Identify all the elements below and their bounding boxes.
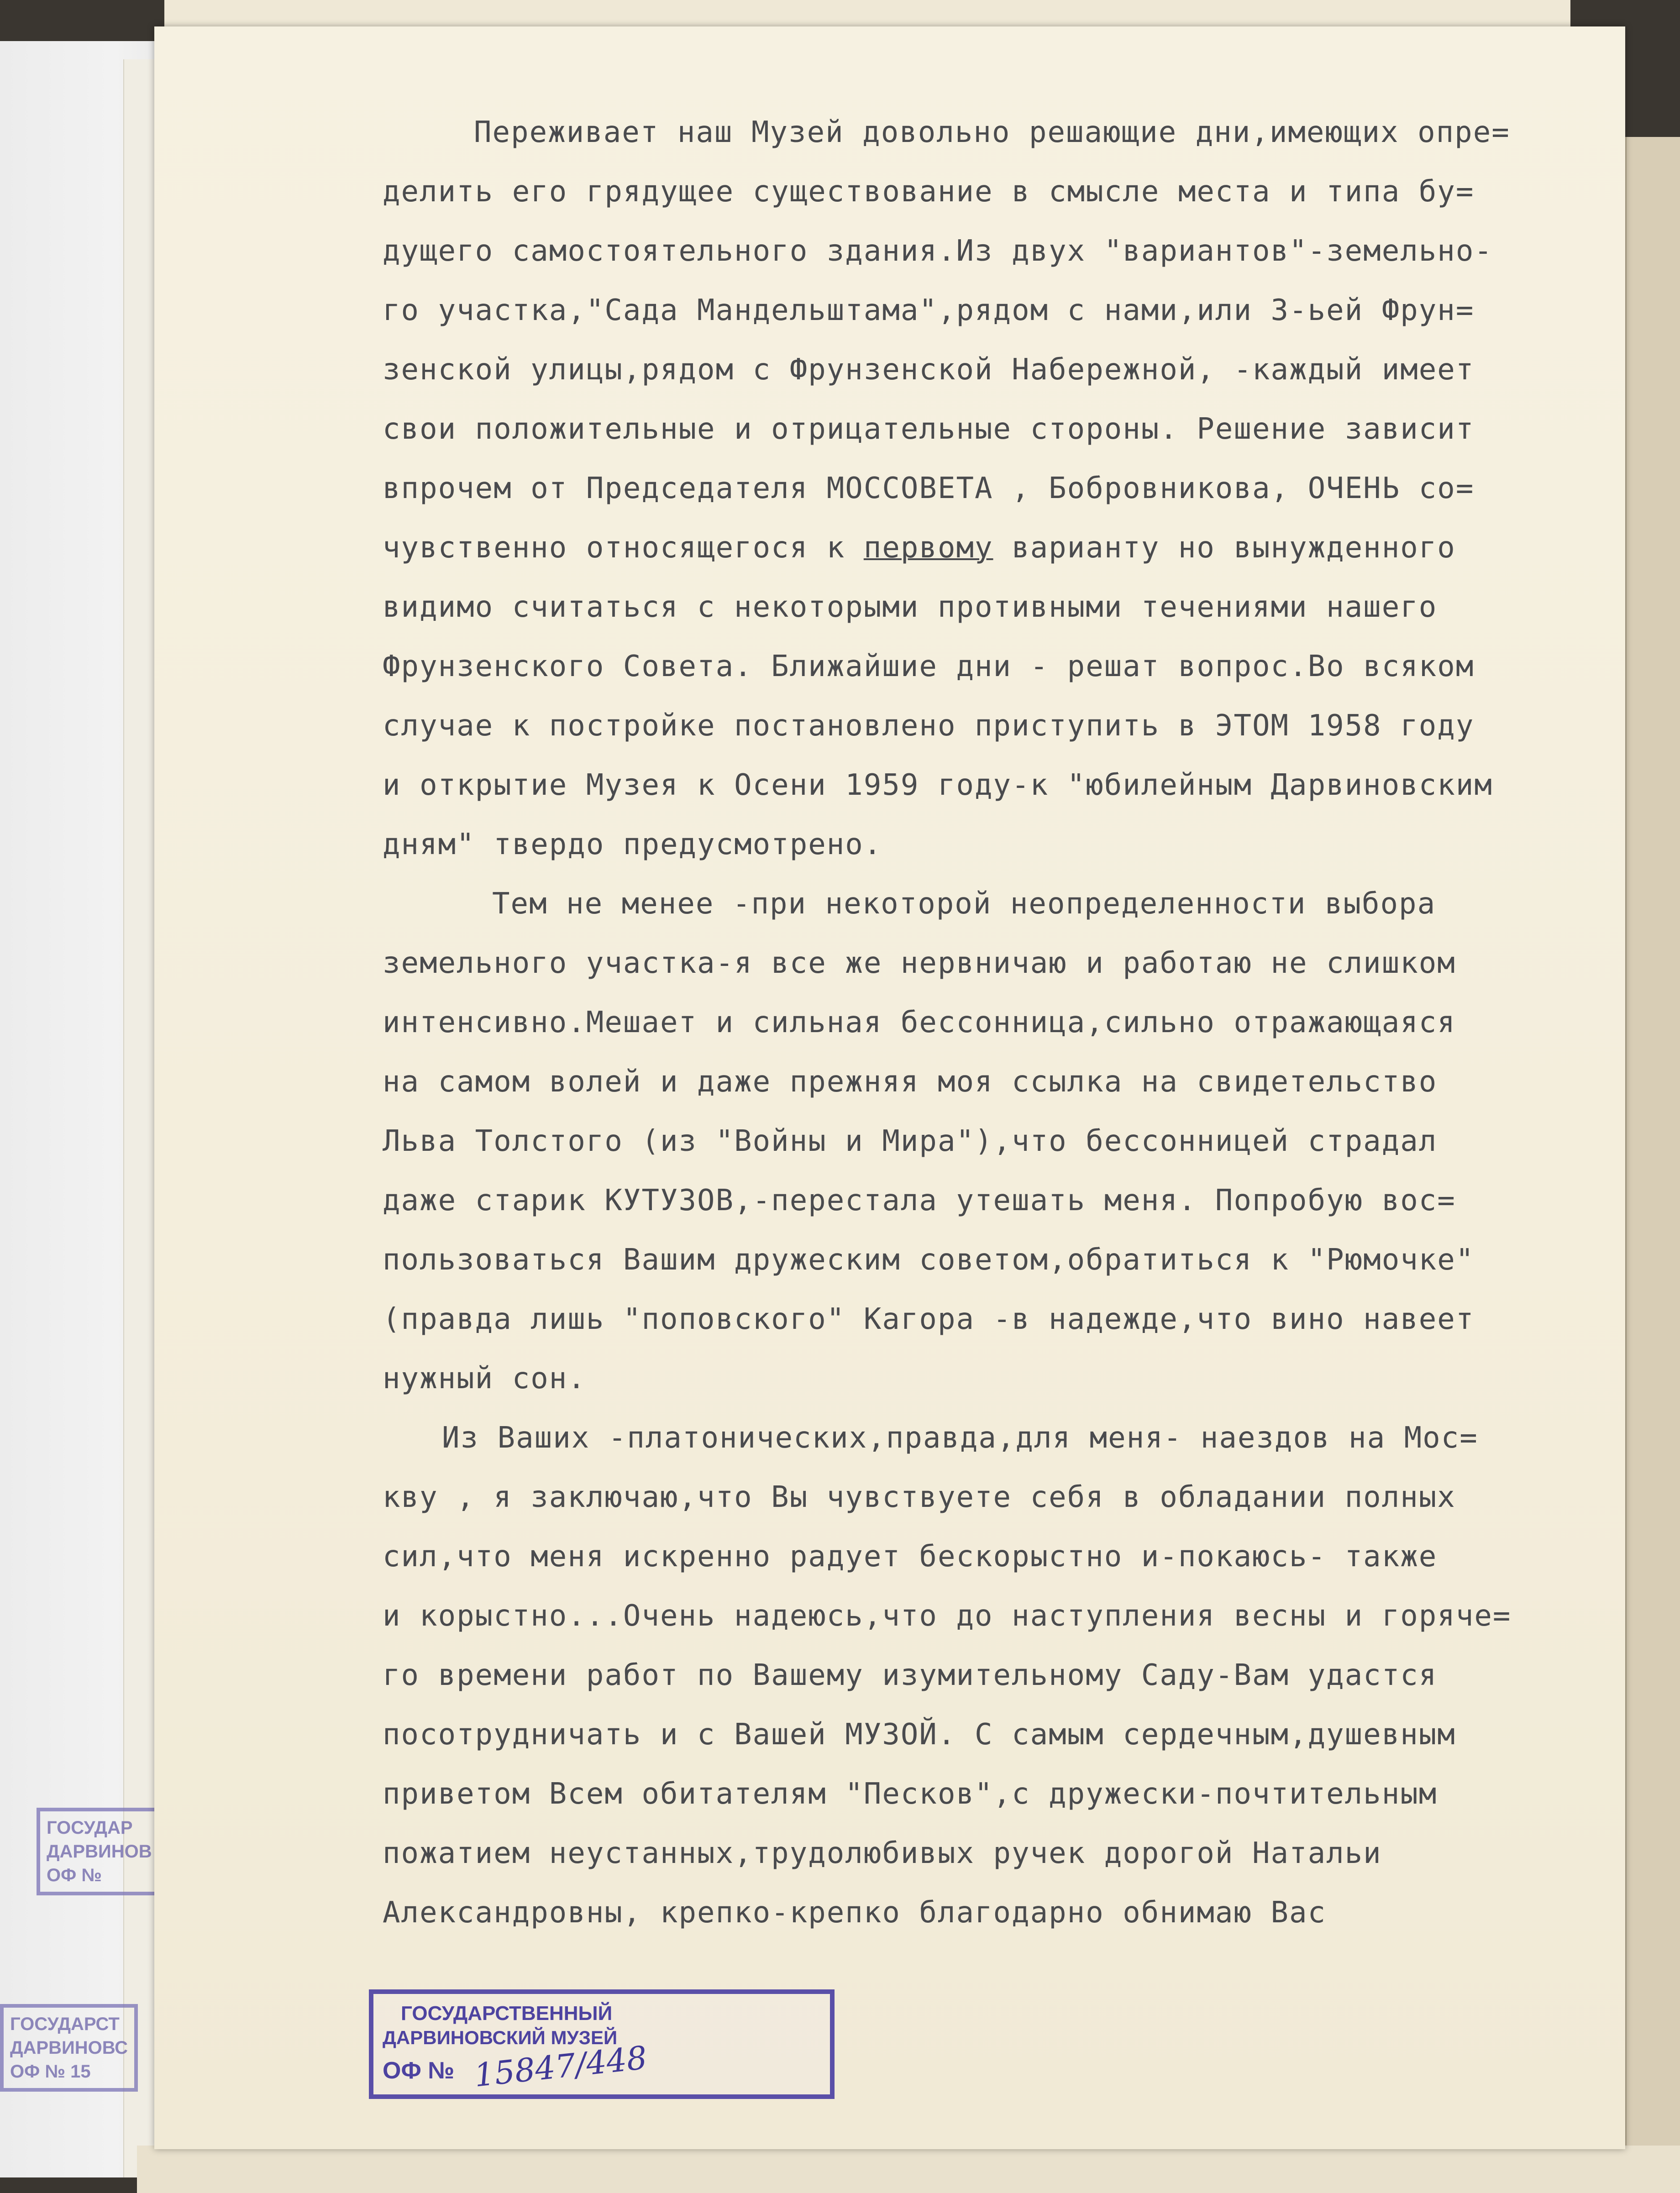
letter-page — [154, 26, 1625, 2149]
letter-line — [383, 531, 1456, 565]
letter-line: видимо считаться с некоторыми противными течениями нашего — [383, 590, 1438, 624]
letter-line: случае к постройке постановлено приступить в ЭТОМ 1958 году — [383, 709, 1475, 743]
letter-line: свои положительные и отрицательные стороны. Решение зависит — [383, 412, 1475, 446]
letter-line: земельного участка-я все же нервничаю и работаю не слишком — [383, 946, 1456, 980]
letter-line: приветом Всем обитателям "Песков",с дружески-почтительным — [383, 1777, 1438, 1811]
underlying-sheet-right — [1625, 137, 1680, 2173]
letter-line: Александровны, крепко-крепко благодарно обнимаю Вас — [383, 1896, 1327, 1930]
letter-line: нужный сон. — [383, 1362, 586, 1396]
stamp-number: 15847/448 — [472, 2039, 649, 2094]
letter-line: зенской улицы,рядом с Фрунзенской Набережной, -каждый имеет — [383, 353, 1475, 387]
museum-stamp — [369, 1989, 835, 2099]
letter-line: и открытие Музея к Осени 1959 году-к "юбилейным Дарвиновским — [383, 768, 1493, 802]
letter-line: Из Ваших -платонических,правда,для меня- наездов на Мос= — [442, 1421, 1478, 1455]
background-stamp-line: ГОСУДАР — [47, 1818, 133, 1838]
background-stamp-line: ДАРВИНОВ — [47, 1841, 152, 1862]
background-stamp-line: ОФ № 15 — [10, 2062, 91, 2082]
letter-line: делить его грядущее существование в смысле места и типа бу= — [383, 175, 1475, 209]
background-stamp-lower — [0, 2004, 138, 2092]
background-stamp-line: ГОСУДАРСТ — [10, 2014, 120, 2034]
background-stamp-line: ОФ № — [47, 1865, 102, 1885]
letter-line: пожатием неустанных,трудолюбивых ручек дорогой Натальи — [383, 1836, 1382, 1870]
letter-line: посотрудничать и с Вашей МУЗОЙ. С самым сердечным,душевным — [383, 1718, 1456, 1752]
background-stamp-line: ДАРВИНОВС — [10, 2038, 128, 2058]
background-stamp-upper — [37, 1808, 162, 1895]
letter-line: даже старик КУТУЗОВ,-перестала утешать меня. Попробую вос= — [383, 1184, 1456, 1217]
letter-line: го участка,"Сада Мандельштама",рядом с нами,или 3-ьей Фрун= — [383, 294, 1475, 327]
underlying-sheet-bottom — [137, 2146, 1680, 2193]
letter-body — [154, 26, 1625, 2149]
letter-line: го времени работ по Вашему изумительному Саду-Вам удастся — [383, 1658, 1438, 1692]
stamp-line-3: ОФ № — [383, 2057, 455, 2084]
letter-line: кву , я заключаю,что Вы чувствуете себя в обладании полных — [383, 1480, 1456, 1514]
letter-line: Тем не менее -при некоторой неопределенности выбора — [492, 887, 1436, 921]
letter-line: и корыстно...Очень надеюсь,что до наступления весны и горяче= — [383, 1599, 1512, 1633]
letter-line: Переживает наш Музей довольно решающие дни,имеющих опре= — [474, 115, 1510, 149]
stamp-line-2: ДАРВИНОВСКИЙ МУЗЕЙ — [383, 2027, 618, 2048]
underlined-word: первому — [863, 531, 993, 565]
letter-line: интенсивно.Мешает и сильная бессонница,сильно отражающаяся — [383, 1006, 1456, 1039]
letter-line: (правда лишь "поповского" Кагора -в надежде,что вино навеет — [383, 1302, 1475, 1336]
letter-line: дущего самостоятельного здания.Из двух "вариантов"-земельно- — [383, 234, 1493, 268]
letter-line: дням" твердо предусмотрено. — [383, 828, 882, 861]
letter-line: впрочем от Председателя МОССОВЕТА , Бобровникова, ОЧЕНЬ со= — [383, 472, 1475, 505]
stamp-line-1: ГОСУДАРСТВЕННЫЙ — [401, 2002, 613, 2025]
letter-line: Льва Толстого (из "Войны и Мира"),что бессонницей страдал — [383, 1124, 1438, 1158]
letter-line: сил,что меня искренно радует бескорыстно и-покаюсь- также — [383, 1540, 1438, 1574]
letter-line: пользоваться Вашим дружеским советом,обратиться к "Рюмочке" — [383, 1243, 1475, 1277]
letter-line: Фрунзенского Совета. Ближайшие дни - решат вопрос.Во всяком — [383, 650, 1475, 683]
letter-line-part: варианту но вынужденного — [993, 531, 1456, 565]
letter-line-part: чувственно относящегося к — [383, 531, 864, 565]
letter-line: на самом волей и даже прежняя моя ссылка на свидетельство — [383, 1065, 1438, 1099]
